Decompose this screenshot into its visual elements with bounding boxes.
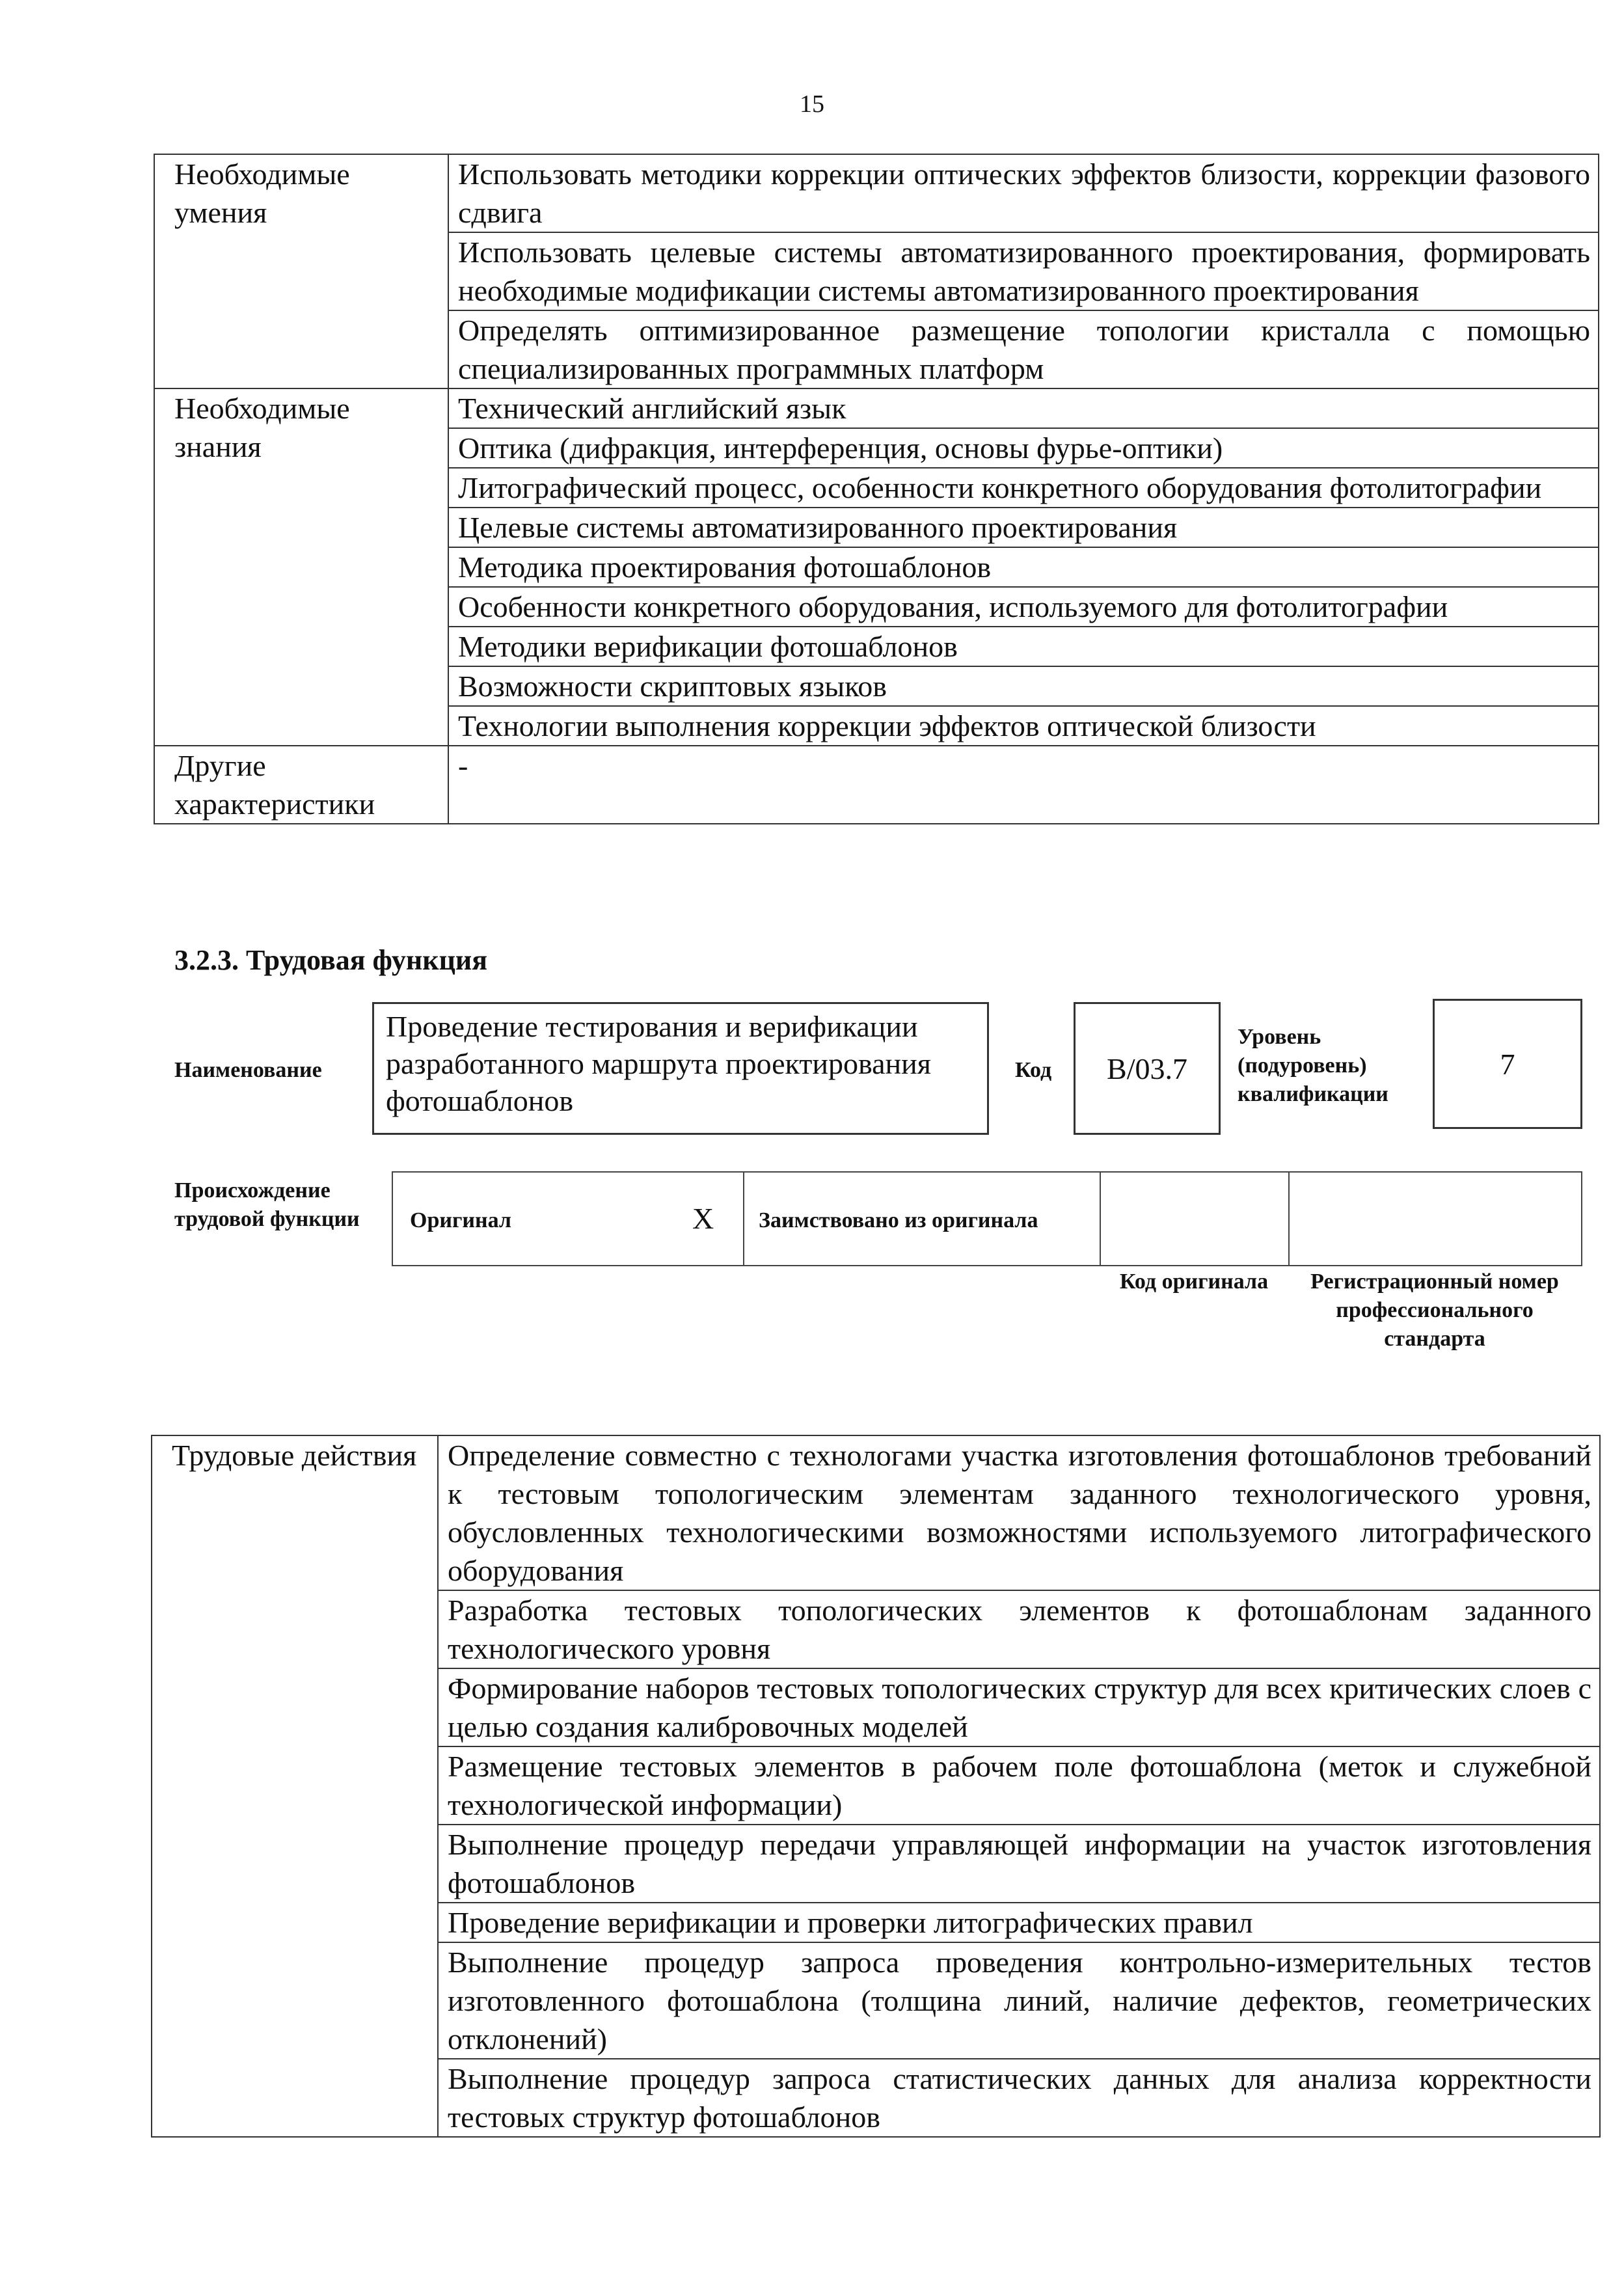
original-mark: X: [692, 1202, 714, 1235]
function-code-box: B/03.7: [1074, 1002, 1221, 1135]
knowledge-item: Целевые системы автоматизированного проектирования: [448, 508, 1599, 547]
labor-action-item: Выполнение процедур запроса статистических данных для анализа корректности тестовых структур фотошаблонов: [438, 2059, 1600, 2137]
origin-code-cell: [1101, 1173, 1290, 1265]
origin-borrowed-cell: [744, 1173, 1101, 1265]
qualification-level-box: 7: [1433, 999, 1582, 1129]
other-characteristics-label: Другие характеристики: [154, 746, 448, 824]
code-label: Код: [1015, 1058, 1052, 1082]
skill-item: Определять оптимизированное размещение топологии кристалла с помощью специализированных программных платформ: [448, 310, 1599, 388]
original-label: Оригинал: [410, 1208, 511, 1232]
knowledge-item: Технический английский язык: [448, 388, 1599, 428]
page-number: 15: [800, 90, 824, 118]
knowledge-item: Методика проектирования фотошаблонов: [448, 547, 1599, 587]
other-characteristics-value: -: [448, 746, 1599, 824]
skills-label: Необходимые умения: [154, 154, 448, 388]
labor-action-item: Выполнение процедур передачи управляющей информации на участок изготовления фотошаблонов: [438, 1825, 1600, 1903]
knowledge-item: Оптика (дифракция, интерференция, основы фурье-оптики): [448, 428, 1599, 468]
labor-action-item: Формирование наборов тестовых топологических структур для всех критических слоев с целью создания калибровочных моделей: [438, 1668, 1600, 1746]
labor-action-item: Разработка тестовых топологических элементов к фотошаблонам заданного технологического уровня: [438, 1590, 1600, 1668]
skill-item: Использовать целевые системы автоматизированного проектирования, формировать необходимые модификации системы автоматизированного проектирования: [448, 232, 1599, 310]
knowledge-item: Возможности скриптовых языков: [448, 666, 1599, 706]
labor-actions-label: Трудовые действия: [152, 1435, 438, 2137]
labor-actions-table: [151, 1435, 1601, 2138]
qualification-level-label: Уровень (подуровень) квалификации: [1238, 1025, 1388, 1106]
knowledge-item: Особенности конкретного оборудования, используемого для фотолитографии: [448, 587, 1599, 627]
section-title: 3.2.3. Трудовая функция: [174, 944, 488, 976]
labor-action-item: Проведение верификации и проверки литографических правил: [438, 1903, 1600, 1942]
origin-original-cell: [393, 1173, 744, 1265]
name-label: Наименование: [174, 1058, 322, 1082]
origin-registration-cell: [1290, 1173, 1582, 1265]
knowledge-item: Технологии выполнения коррекции эффектов оптической близости: [448, 706, 1599, 746]
borrowed-label: Заимствовано из оригинала: [759, 1208, 1038, 1232]
skills-knowledge-table: [154, 154, 1599, 824]
labor-action-item: Выполнение процедур запроса проведения контрольно-измерительных тестов изготовленного фотошаблона (толщина линий, наличие дефектов, геометрических отклонений): [438, 1942, 1600, 2059]
function-name-box: Проведение тестирования и верификации разработанного маршрута проектирования фотошаблонов: [372, 1002, 989, 1135]
origin-label: Происхождение трудовой функции: [174, 1178, 360, 1231]
origin-row: [392, 1171, 1582, 1266]
origin-code-caption: Код оригинала: [1119, 1270, 1269, 1294]
registration-number-caption: Регистрационный номер профессионального стандарта: [1310, 1270, 1559, 1351]
skill-item: Использовать методики коррекции оптических эффектов близости, коррекции фазового сдвига: [448, 154, 1599, 232]
knowledge-item: Методики верификации фотошаблонов: [448, 627, 1599, 666]
knowledge-item: Литографический процесс, особенности конкретного оборудования фотолитографии: [448, 468, 1599, 508]
labor-action-item: Размещение тестовых элементов в рабочем поле фотошаблона (меток и служебной технологической информации): [438, 1746, 1600, 1825]
labor-action-item: Определение совместно с технологами участка изготовления фотошаблонов требований к тестовым топологическим элементам заданного технологического уровня, обусловленных технологическими возможностями используемого литографического оборудования: [438, 1435, 1600, 1590]
knowledge-label: Необходимые знания: [154, 388, 448, 746]
